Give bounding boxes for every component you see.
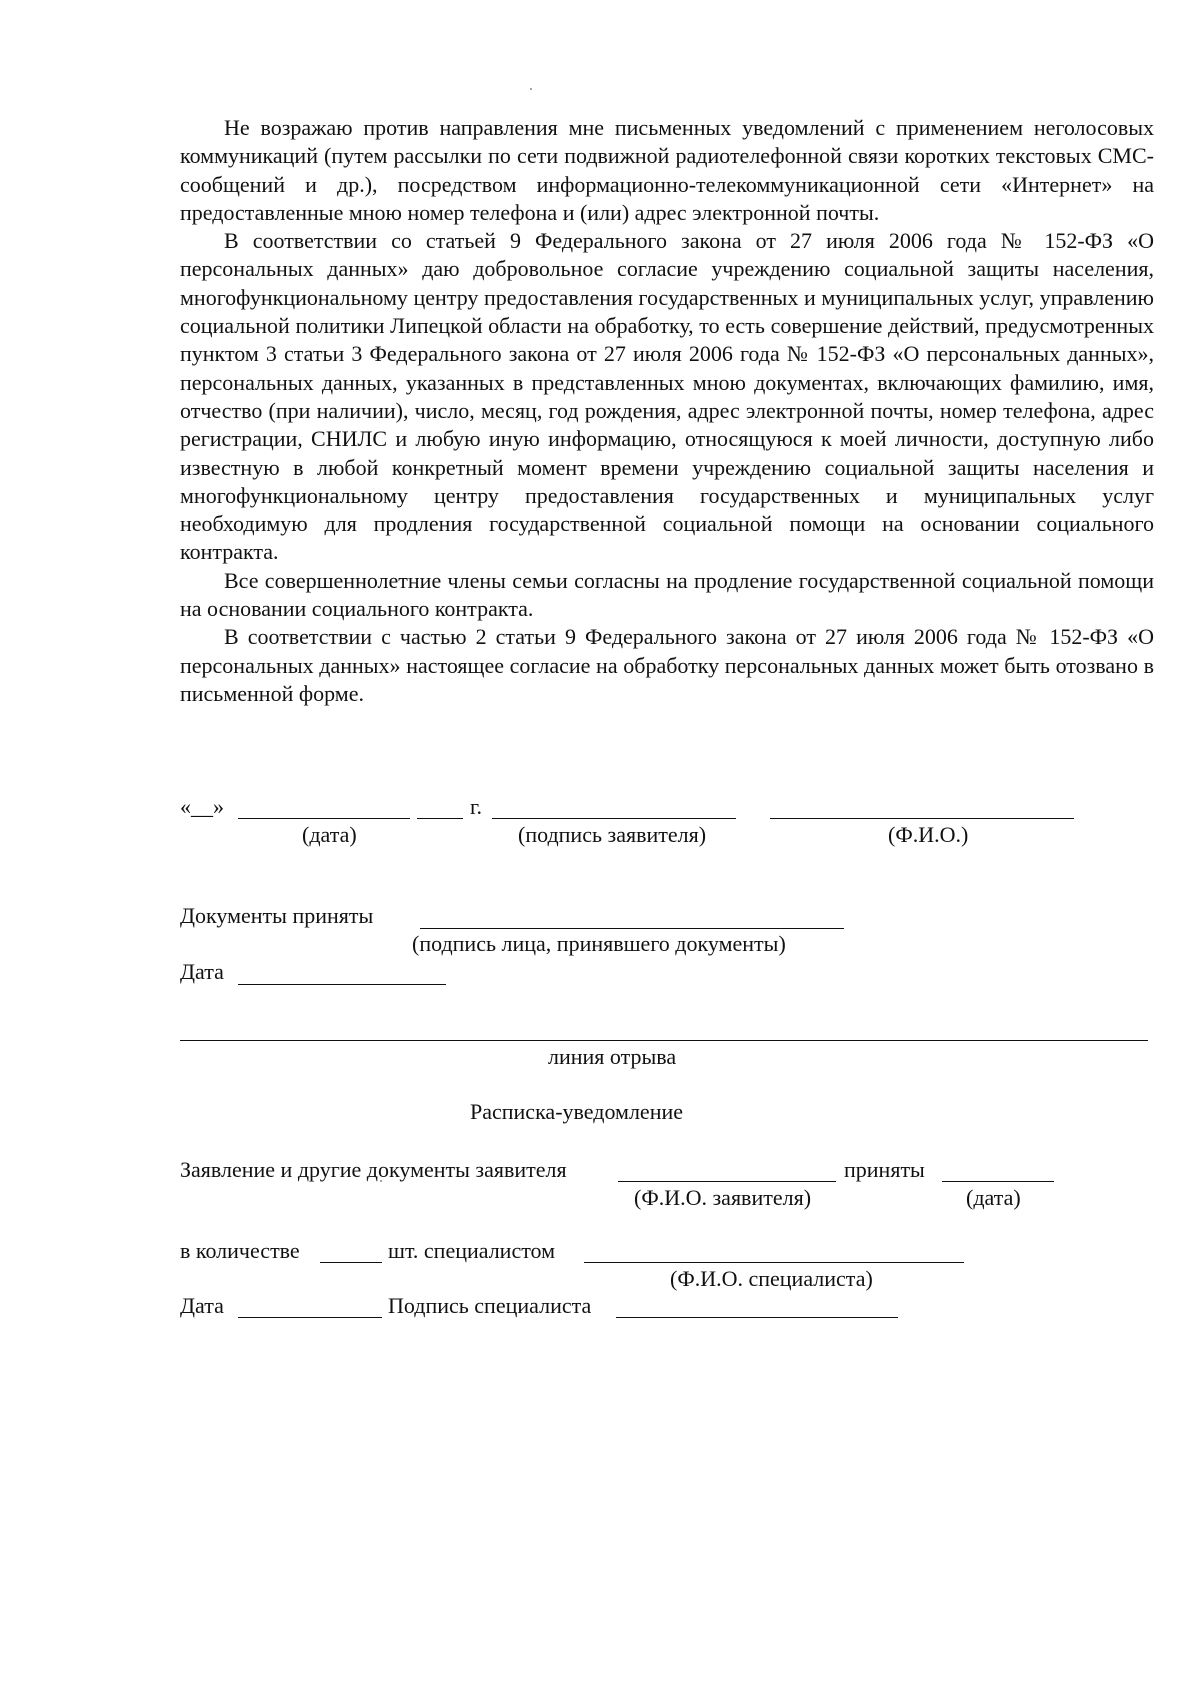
consent-paragraph-2: В соответствии со статьей 9 Федерального закона от 27 июля 2006 года № 152-ФЗ «О персональных данных» даю добровольное согласие учреждению социальной защиты населения, многофункциональному центру предоставления государственных и муниципальных услуг, управлению социальной политики Липецкой области на обработку, то есть совершение действий, предусмотренных пунктом 3 статьи 3 Федерального закона от 27 июля 2006 года № 152-ФЗ «О персональных данных», персональных данных, указанных в представленных мною документах, включающих фамилию, имя, отчество (при наличии), число, месяц, год рождения, адрес электронной почты, номер телефона, адрес регистрации, СНИЛС и любую иную информацию, относящуюся к моей личности, доступную либо известную в любой конкретный момент времени учреждению социальной защиты населения и многофункциональному центру предоставления государственных и муниципальных услуг необходимую для продления государственной социальной помощи на основании социального контракта. (180, 228, 1154, 565)
receipt-date-value-line[interactable] (238, 1317, 382, 1318)
tear-line-caption: линия отрыва (548, 1044, 677, 1069)
receipt-date-caption: (дата) (966, 1185, 1021, 1210)
accepted-date-line[interactable] (238, 984, 446, 985)
specialist-signature-label: Подпись специалиста (388, 1293, 592, 1318)
date-month-line[interactable] (238, 818, 410, 819)
specialist-signature-line[interactable] (616, 1317, 898, 1318)
tear-line (180, 1040, 1148, 1041)
specialist-label: шт. специалистом (388, 1238, 556, 1263)
applicant-name-line-receipt[interactable] (618, 1181, 836, 1182)
applicant-name-line[interactable] (770, 818, 1074, 819)
documents-accepted-label: Документы приняты (180, 903, 374, 928)
day-placeholder: «__» (180, 794, 224, 819)
quantity-line[interactable] (320, 1262, 382, 1263)
consent-paragraph-3: Все совершеннолетние члены семьи согласны на продление государственной социальной помощи на основании социального контракта. (180, 567, 1154, 622)
name-caption: (Ф.И.О.) (888, 822, 969, 847)
receipt-date-label: Дата (180, 1293, 224, 1318)
signature-caption: (подпись заявителя) (518, 822, 707, 847)
specialist-name-caption: (Ф.И.О. специалиста) (670, 1266, 873, 1291)
consent-paragraph-1: Не возражаю против направления мне письменных уведомлений с применением неголосовых коммуникаций (путем рассылки по сети подвижной радиотелефонной связи коротких текстовых СМС-сообщений и др.), посредством информационно-телекоммуникационной сети «Интернет» на предоставленные мною номер телефона и (или) адрес электронной почты. (180, 115, 1154, 225)
consent-text (180, 114, 1154, 708)
receipt-date-line[interactable] (942, 1181, 1054, 1182)
accepted-date-label: Дата (180, 959, 224, 984)
date-caption: (дата) (302, 822, 357, 847)
applicant-signature-line[interactable] (492, 818, 736, 819)
receipt-statement-label: Заявление и другие документы заявителя (180, 1157, 567, 1182)
applicant-name-caption-receipt: (Ф.И.О. заявителя) (634, 1185, 812, 1210)
scan-mark (530, 88, 532, 90)
quantity-label: в количестве (180, 1238, 300, 1263)
year-suffix: г. (470, 794, 483, 819)
receipt-accepted-label: приняты (844, 1157, 925, 1182)
year-line[interactable] (417, 818, 463, 819)
accepting-person-signature-line[interactable] (420, 928, 844, 929)
accepting-person-caption: (подпись лица, принявшего документы) (412, 931, 786, 956)
receipt-title: Расписка-уведомление (470, 1099, 684, 1124)
consent-paragraph-4: В соответствии с частью 2 статьи 9 Федерального закона от 27 июля 2006 года № 152-ФЗ «О персональных данных» настоящее согласие на обработку персональных данных может быть отозвано в письменной форме. (180, 624, 1154, 706)
specialist-name-line[interactable] (584, 1262, 964, 1263)
